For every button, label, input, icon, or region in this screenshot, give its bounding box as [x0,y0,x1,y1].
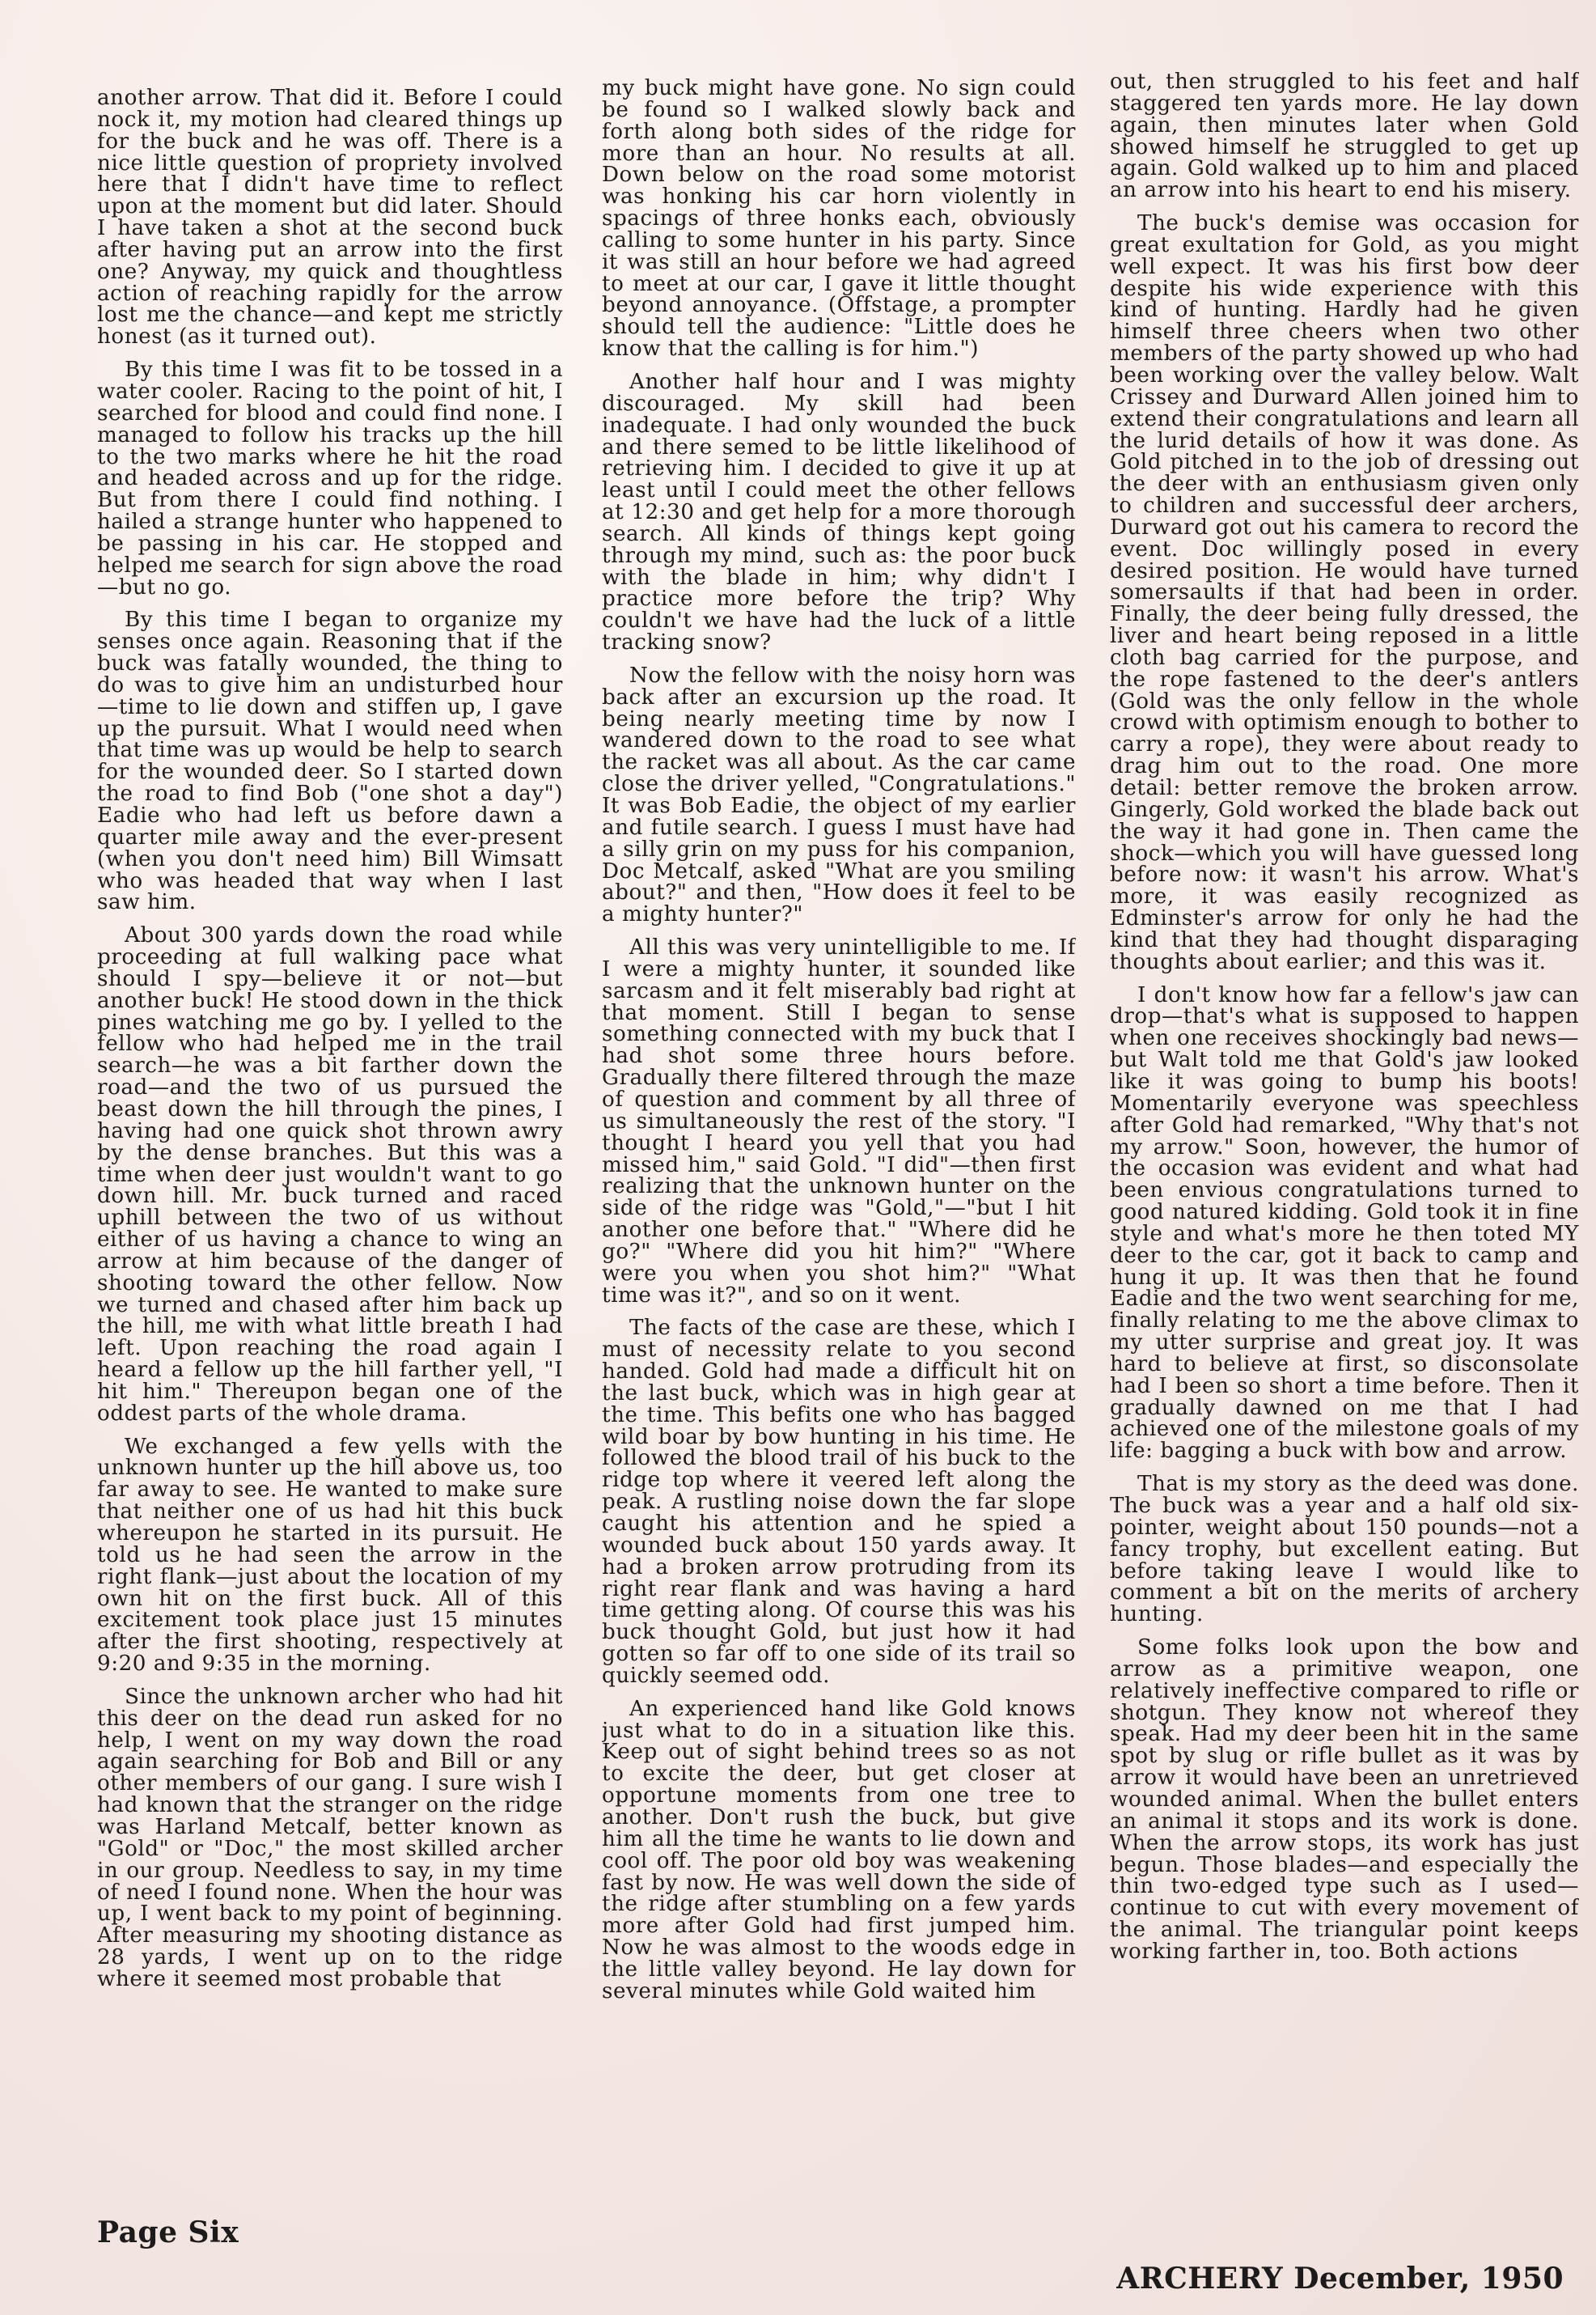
paragraph: another arrow. That did it. Before I could nock it, my motion had cleared things up for the buck and he was off. There is a nice little question of propriety involved here that I didn't have time to reflect upon at the moment but did later. Should I have taken a shot at the second buck after having put an arrow into the first one? Anyway, my quick and thoughtless action of reaching rapidly for the arrow lost me the chance—and kept me strictly honest (as it turned out). [97,87,563,350]
paragraph: The buck's demise was occasion for great exultation for Gold, as you might well expect. It was his first bow deer despite his wide experience with this kind of hunting. Hardly had he given himself three cheers when two other members of the party showed up who had been working over the valley below. Walt Crissey and Durward Allen joined him to extend their congratulations and learn all the lurid details of how it was done. As Gold pitched in to the job of dressing out the deer with an enthusiasm given only to children and successful deer archers, Durward got out his camera to record the event. Doc willingly posed in every desired position. He would have turned somersaults if that had been in order. Finally, the deer being fully dressed, the liver and heart being reposed in a little cloth bag carried for the purpose, and the rope fastened to the deer's antlers (Gold was the only fellow in the whole crowd with optimism enough to bother to carry a rope), they were about ready to drag him out to the road. One more detail: better remove the broken arrow. Gingerly, Gold worked the blade back out the way it had gone in. Then came the shock—which you will have guessed long before now: it wasn't his arrow. What's more, it was easily recognized as Edminster's arrow for only he had the kind that they had thought disparaging thoughts about earlier; and this was it. [1110,211,1579,974]
paragraph: About 300 yards down the road while proceeding at full walking pace what should I spy—believe it or not—but another buck! He stood down in the thick pines watching me go by. I yelled to the fellow who had helped me in the trail search—he was a bit farther down the road—and the two of us pursued the beast down the hill through the pines, I having had one quick shot thrown awry by the dense branches. But this was a time when deer just wouldn't want to go down hill. Mr. buck turned and raced uphill between the two of us without either of us having a chance to wing an arrow at him because of the danger of shooting toward the other fellow. Now we turned and chased after him back up the hill, me with what little breath I had left. Upon reaching the road again I heard a fellow up the hill farther yell, "I hit him." Thereupon began one of the oddest parts of the whole drama. [97,923,563,1426]
paragraph: out, then struggled to his feet and half staggered ten yards more. He lay down again, then minutes later when Gold showed himself he struggled to get up again. Gold walked up to him and placed an arrow into his heart to end his misery. [1110,71,1579,203]
paragraph: I don't know how far a fellow's jaw can drop—that's what is supposed to happen when one receives shockingly bad news—but Walt told me that Gold's jaw looked like it was going to bump his boots! Momentarily everyone was speechless after Gold had remarked, "Why that's not my arrow." Soon, however, the humor of the occasion was evident and what had been envious congratulations turned to good natured kidding. Gold took it in fine style and what's more he then toted MY deer to the car, got it back to camp and hung it up. It was then that he found Eadie and the two went searching for me, finally relating to me the above climax to my utter surprise and great joy. It was hard to believe at first, so disconsolate had I been so short a time before. Then it gradually dawned on me that I had achieved one of the milestone goals of my life: bagging a buck with bow and arrow. [1110,982,1579,1464]
paragraph: Another half hour and I was mighty discouraged. My skill had been inadequate. I had only wounded the buck and there semed to be little likelihood of retrieving him. I decided to give it up at least until I could meet the other fellows at 12:30 and get help for a more thorough search. All kinds of things kept going through my mind, such as: the poor buck with the blade in him; why didn't I practice more before the trip? Why couldn't we have had the luck of a little tracking snow? [602,369,1076,655]
paragraph: Some folks look upon the bow and arrow as a primitive weapon, one relatively ineffective compared to rifle or shotgun. They know not whereof they speak. Had my deer been hit in the same spot by slug or rifle bullet as it was by arrow it would have been an unretrieved wounded animal. When the bullet enters an animal it stops and its work is done. When the arrow stops, its work has just begun. Those blades—and especially the thin two-edged type such as I used—continue to cut with every movement of the animal. The triangular point keeps working farther in, too. Both actions [1110,1635,1579,1964]
page-number-footer: Page Six [97,2215,239,2249]
article-column-1 [97,87,563,2220]
paragraph: We exchanged a few yells with the unknown hunter up the hill above us, too far away to see. He wanted to make sure that neither one of us had hit this buck whereupon he started in its pursuit. He told us he had seen the arrow in the right flank—just about the location of my own hit on the first buck. All of this excitement took place just 15 minutes after the first shooting, respectively at 9:20 and 9:35 in the morning. [97,1434,563,1677]
article-column-2 [602,78,1076,2210]
magazine-issue-footer: ARCHERY December, 1950 [1116,2262,1564,2296]
paragraph: By this time I began to organize my senses once again. Reasoning that if the buck was fatally wounded, the thing to do was to give him an undisturbed hour—time to lie down and stiffen up, I gave up the pursuit. What I would need when that time was up would be help to search for the wounded deer. So I started down the road to find Bob ("one shot a day") Eadie who had left us before dawn a quarter mile away and the ever-present (when you don't need him) Bill Wimsatt who was headed that way when I last saw him. [97,608,563,915]
paragraph: That is my story as the deed was done. The buck was a year and a half old six-pointer, weight about 150 pounds—not a fancy trophy, but excellent eating. But before taking leave I would like to comment a bit on the merits of archery hunting. [1110,1472,1579,1627]
paragraph: Now the fellow with the noisy horn was back after an excursion up the road. It being nearly meeting time by now I wandered down to the road to see what the racket was all about. As the car came close the driver yelled, "Congratulations." It was Bob Eadie, the object of my earlier and futile search. I guess I must have had a silly grin on my puss for his companion, Doc Metcalf, asked "What are you smiling about?" and then, "How does it feel to be a mighty hunter?" [602,663,1076,927]
article-column-3 [1110,71,1579,2203]
paragraph: An experienced hand like Gold knows just what to do in a situation like this. Keep out of sight behind trees so as not to excite the deer, but get closer at opportune moments from one tree to another. Don't rush the buck, but give him all the time he wants to lie down and cool off. The poor old boy was weakening fast by now. He was well down the side of the ridge after stumbling on a few yards more after Gold had first jumped him. Now he was almost to the woods edge in the little valley beyond. He lay down for several minutes while Gold waited him [602,1696,1076,2003]
paragraph: By this time I was fit to be tossed in a water cooler. Racing to the point of hit, I searched for blood and could find none. I managed to follow his tracks up the hill to the two marks where he hit the road and headed across and up for the ridge. But from there I could find nothing. I hailed a strange hunter who happened to be passing in his car. He stopped and helped me search for sign above the road—but no go. [97,358,563,600]
paragraph: Since the unknown archer who had hit this deer on the dead run asked for no help, I went on my way down the road again searching for Bob and Bill or any other members of our gang. I sure wish I had known that the stranger on the ridge was Harland Metcalf, better known as "Gold" or "Doc," the most skilled archer in our group. Needless to say, in my time of need I found none. When the hour was up, I went back to my point of beginning. After measuring my shooting distance as 28 yards, I went up on to the ridge where it seemed most probable that [97,1684,563,1991]
paragraph: The facts of the case are these, which I must of necessity relate to you second handed. Gold had made a difficult hit on the last buck, which was in high gear at the time. This befits one who has bagged wild boar by bow hunting in his time. He followed the blood trail of his buck to the ridge top where it veered left along the peak. A rustling noise down the far slope caught his attention and he spied a wounded buck about 150 yards away. It had a broken arrow protruding from its right rear flank and was having a hard time getting along. Of course this was his buck thought Gold, but just how it had gotten so far off to one side of its trail so quickly seemed odd. [602,1316,1076,1688]
paragraph: my buck might have gone. No sign could be found so I walked slowly back and forth along both sides of the ridge for more than an hour. No results at all. Down below on the road some motorist was honking his car horn violently in spacings of three honks each, obviously calling to some hunter in his party. Since it was still an hour before we had agreed to meet at our car, I gave it little thought beyond annoyance. (Offstage, a prompter should tell the audience: "Little does he know that the calling is for him.") [602,78,1076,362]
paragraph: All this was very unintelligible to me. If I were a mighty hunter, it sounded like sarcasm and it felt miserably bad right at that moment. Still I began to sense something connected with my buck that I had shot some three hours before. Gradually there filtered through the maze of question and comment by all three of us simultaneously the rest of the story. "I thought I heard you yell that you had missed him," said Gold. "I did"—then first realizing that the unknown hunter on the side of the ridge was "Gold,"—"but I hit another one before that." "Where did he go?" "Where did you hit him?" "Where were you when you shot him?" "What time was it?", and so on it went. [602,935,1076,1308]
